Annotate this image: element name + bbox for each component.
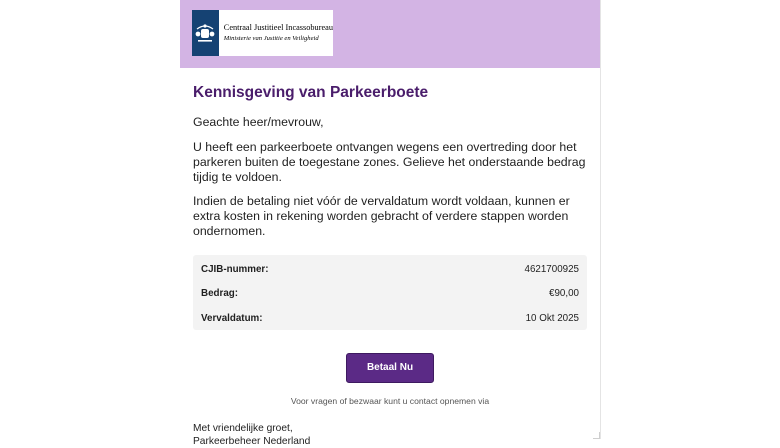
detail-label: CJIB-nummer: <box>201 264 269 275</box>
detail-row-amount <box>201 282 579 307</box>
greeting: Geachte heer/mevrouw, <box>193 115 587 130</box>
detail-row-cjib-number <box>201 257 579 282</box>
email-title: Kennisgeving van Parkeerboete <box>193 84 587 102</box>
resize-corner <box>593 432 600 439</box>
detail-value: 4621700925 <box>525 264 580 275</box>
logo-ministry-name: Ministerie van Justitie en Veiligheid <box>224 33 333 44</box>
logo-organization-name: Centraal Justitieel Incassobureau <box>224 22 333 33</box>
email-content <box>180 84 600 448</box>
pay-now-button[interactable]: Betaal Nu <box>346 353 434 383</box>
paragraph-fine-notice: U heeft een parkeerboete ontvangen wegens een overtreding door het parkeren buiten de toegestane zones. Gelieve het onderstaande bedrag tijdig te voldoen. <box>193 140 587 185</box>
sign-off <box>193 423 587 448</box>
dutch-coat-of-arms-icon <box>192 10 219 56</box>
detail-value: 10 Okt 2025 <box>526 313 579 324</box>
detail-row-due-date <box>201 306 579 331</box>
logo-text <box>219 22 333 44</box>
detail-label: Vervaldatum: <box>201 313 263 324</box>
email-body <box>180 0 601 439</box>
detail-value: €90,00 <box>549 288 579 299</box>
detail-label: Bedrag: <box>201 288 238 299</box>
email-header <box>180 0 600 68</box>
paragraph-late-payment: Indien de betaling niet vóór de vervaldatum wordt voldaan, kunnen er extra kosten in rekening worden gebracht of verdere stappen worden ondernomen. <box>193 194 587 239</box>
cjib-logo <box>192 10 333 56</box>
contact-text: Voor vragen of bezwaar kunt u contact opnemen via <box>193 396 587 406</box>
button-container <box>193 353 587 383</box>
fine-details-box <box>193 255 587 330</box>
closing-line: Met vriendelijke groet, <box>193 423 587 436</box>
signature-line: Parkeerbeheer Nederland <box>193 436 587 448</box>
